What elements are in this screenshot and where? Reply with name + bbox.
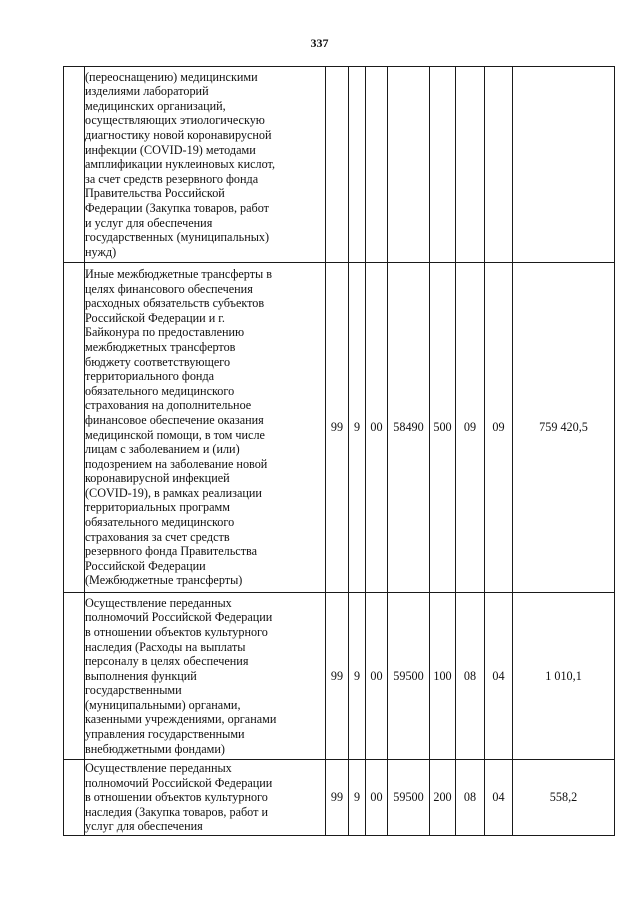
description-line: наследия (Расходы на выплаты — [85, 639, 246, 654]
subprogram-code-cell: 9 — [349, 263, 366, 593]
description-line: (переоснащению) медицинскими — [85, 69, 258, 84]
subsection-code-cell: 04 — [485, 593, 513, 760]
description-line: лицам с заболеванием и (или) — [85, 442, 240, 457]
row-description — [85, 760, 326, 836]
description-line: управления государственными — [85, 727, 245, 742]
description-line: (муниципальными) органами, — [85, 697, 241, 712]
description-line: Федерации (Закупка товаров, работ — [85, 200, 269, 215]
amount-cell: 558,2 — [513, 760, 615, 836]
description-line: осуществляющих этиологическую — [85, 113, 265, 128]
expense-code-cell — [388, 67, 430, 263]
budget-table — [63, 66, 615, 836]
vid-code-cell: 100 — [430, 593, 456, 760]
description-line: нужд) — [85, 244, 117, 259]
description-line: целях финансового обеспечения — [85, 281, 253, 296]
description-line: Осуществление переданных — [85, 595, 232, 610]
subprogram-code-cell: 9 — [349, 760, 366, 836]
program-code-cell: 99 — [326, 760, 349, 836]
description-line: Российской Федерации и г. — [85, 310, 225, 325]
description-line: Иные межбюджетные трансферты в — [85, 266, 273, 281]
vid-code-cell: 200 — [430, 760, 456, 836]
description-line: страхования за счет средств — [85, 529, 230, 544]
description-line: внебюджетными фондами) — [85, 741, 225, 756]
direction-code-cell — [366, 67, 388, 263]
section-code-cell — [456, 67, 485, 263]
description-line: обязательного медицинского — [85, 515, 235, 530]
description-line: Байконура по предоставлению — [85, 325, 245, 340]
description-line: диагностику новой коронавирусной — [85, 128, 272, 143]
description-line: Правительства Российской — [85, 186, 225, 201]
subprogram-code-cell — [349, 67, 366, 263]
subsection-code-cell: 09 — [485, 263, 513, 593]
subprogram-code-cell: 9 — [349, 593, 366, 760]
description-line: в отношении объектов культурного — [85, 790, 268, 805]
description-line: полномочий Российской Федерации — [85, 775, 273, 790]
description-line: услуг для обеспечения — [85, 819, 203, 834]
description-line: межбюджетных трансфертов — [85, 339, 236, 354]
table-row — [64, 263, 615, 593]
description-line: государственными — [85, 683, 182, 698]
description-line: Российской Федерации — [85, 558, 206, 573]
row-margin-cell — [64, 67, 85, 263]
direction-code-cell: 00 — [366, 593, 388, 760]
expense-code-cell: 59500 — [388, 593, 430, 760]
description-line: бюджету соответствующего — [85, 354, 231, 369]
subsection-code-cell — [485, 67, 513, 263]
amount-cell: 759 420,5 — [513, 263, 615, 593]
section-code-cell: 08 — [456, 760, 485, 836]
vid-code-cell — [430, 67, 456, 263]
section-code-cell: 08 — [456, 593, 485, 760]
direction-code-cell: 00 — [366, 263, 388, 593]
description-line: расходных обязательств субъектов — [85, 296, 265, 311]
description-line: территориальных программ — [85, 500, 230, 515]
direction-code-cell: 00 — [366, 760, 388, 836]
program-code-cell: 99 — [326, 593, 349, 760]
description-line: территориального фонда — [85, 369, 215, 384]
row-margin-cell — [64, 760, 85, 836]
row-margin-cell — [64, 263, 85, 593]
amount-cell: 1 010,1 — [513, 593, 615, 760]
section-code-cell: 09 — [456, 263, 485, 593]
amount-cell — [513, 67, 615, 263]
description-line: финансовое обеспечение оказания — [85, 412, 264, 427]
description-line: и услуг для обеспечения — [85, 215, 213, 230]
expense-code-cell: 59500 — [388, 760, 430, 836]
row-description — [85, 67, 326, 263]
description-line: медицинской помощи, в том числе — [85, 427, 265, 442]
row-margin-cell — [64, 593, 85, 760]
description-line: амплификации нуклеиновых кислот, — [85, 157, 275, 172]
description-line: наследия (Закупка товаров, работ и — [85, 804, 269, 819]
description-line: инфекции (COVID-19) методами — [85, 142, 256, 157]
description-line: выполнения функций — [85, 668, 197, 683]
description-line: Осуществление переданных — [85, 761, 232, 776]
description-line: персоналу в целях обеспечения — [85, 654, 249, 669]
program-code-cell — [326, 67, 349, 263]
description-line: (COVID-19), в рамках реализации — [85, 485, 262, 500]
vid-code-cell: 500 — [430, 263, 456, 593]
table-row — [64, 67, 615, 263]
row-description — [85, 263, 326, 593]
program-code-cell: 99 — [326, 263, 349, 593]
description-line: полномочий Российской Федерации — [85, 610, 273, 625]
subsection-code-cell: 04 — [485, 760, 513, 836]
description-line: изделиями лабораторий — [85, 84, 209, 99]
description-line: подозрением на заболевание новой — [85, 456, 268, 471]
description-line: государственных (муниципальных) — [85, 230, 270, 245]
table-row — [64, 593, 615, 760]
row-description — [85, 593, 326, 760]
description-line: за счет средств резервного фонда — [85, 171, 259, 186]
description-line: страхования на дополнительное — [85, 398, 252, 413]
description-line: медицинских организаций, — [85, 98, 226, 113]
description-line: казенными учреждениями, органами — [85, 712, 277, 727]
description-line: обязательного медицинского — [85, 383, 235, 398]
description-line: (Межбюджетные трансферты) — [85, 573, 243, 588]
description-line: коронавирусной инфекцией — [85, 471, 230, 486]
table-row — [64, 760, 615, 836]
page-number: 337 — [310, 36, 329, 50]
description-line: в отношении объектов культурного — [85, 624, 268, 639]
expense-code-cell: 58490 — [388, 263, 430, 593]
description-line: резервного фонда Правительства — [85, 544, 258, 559]
